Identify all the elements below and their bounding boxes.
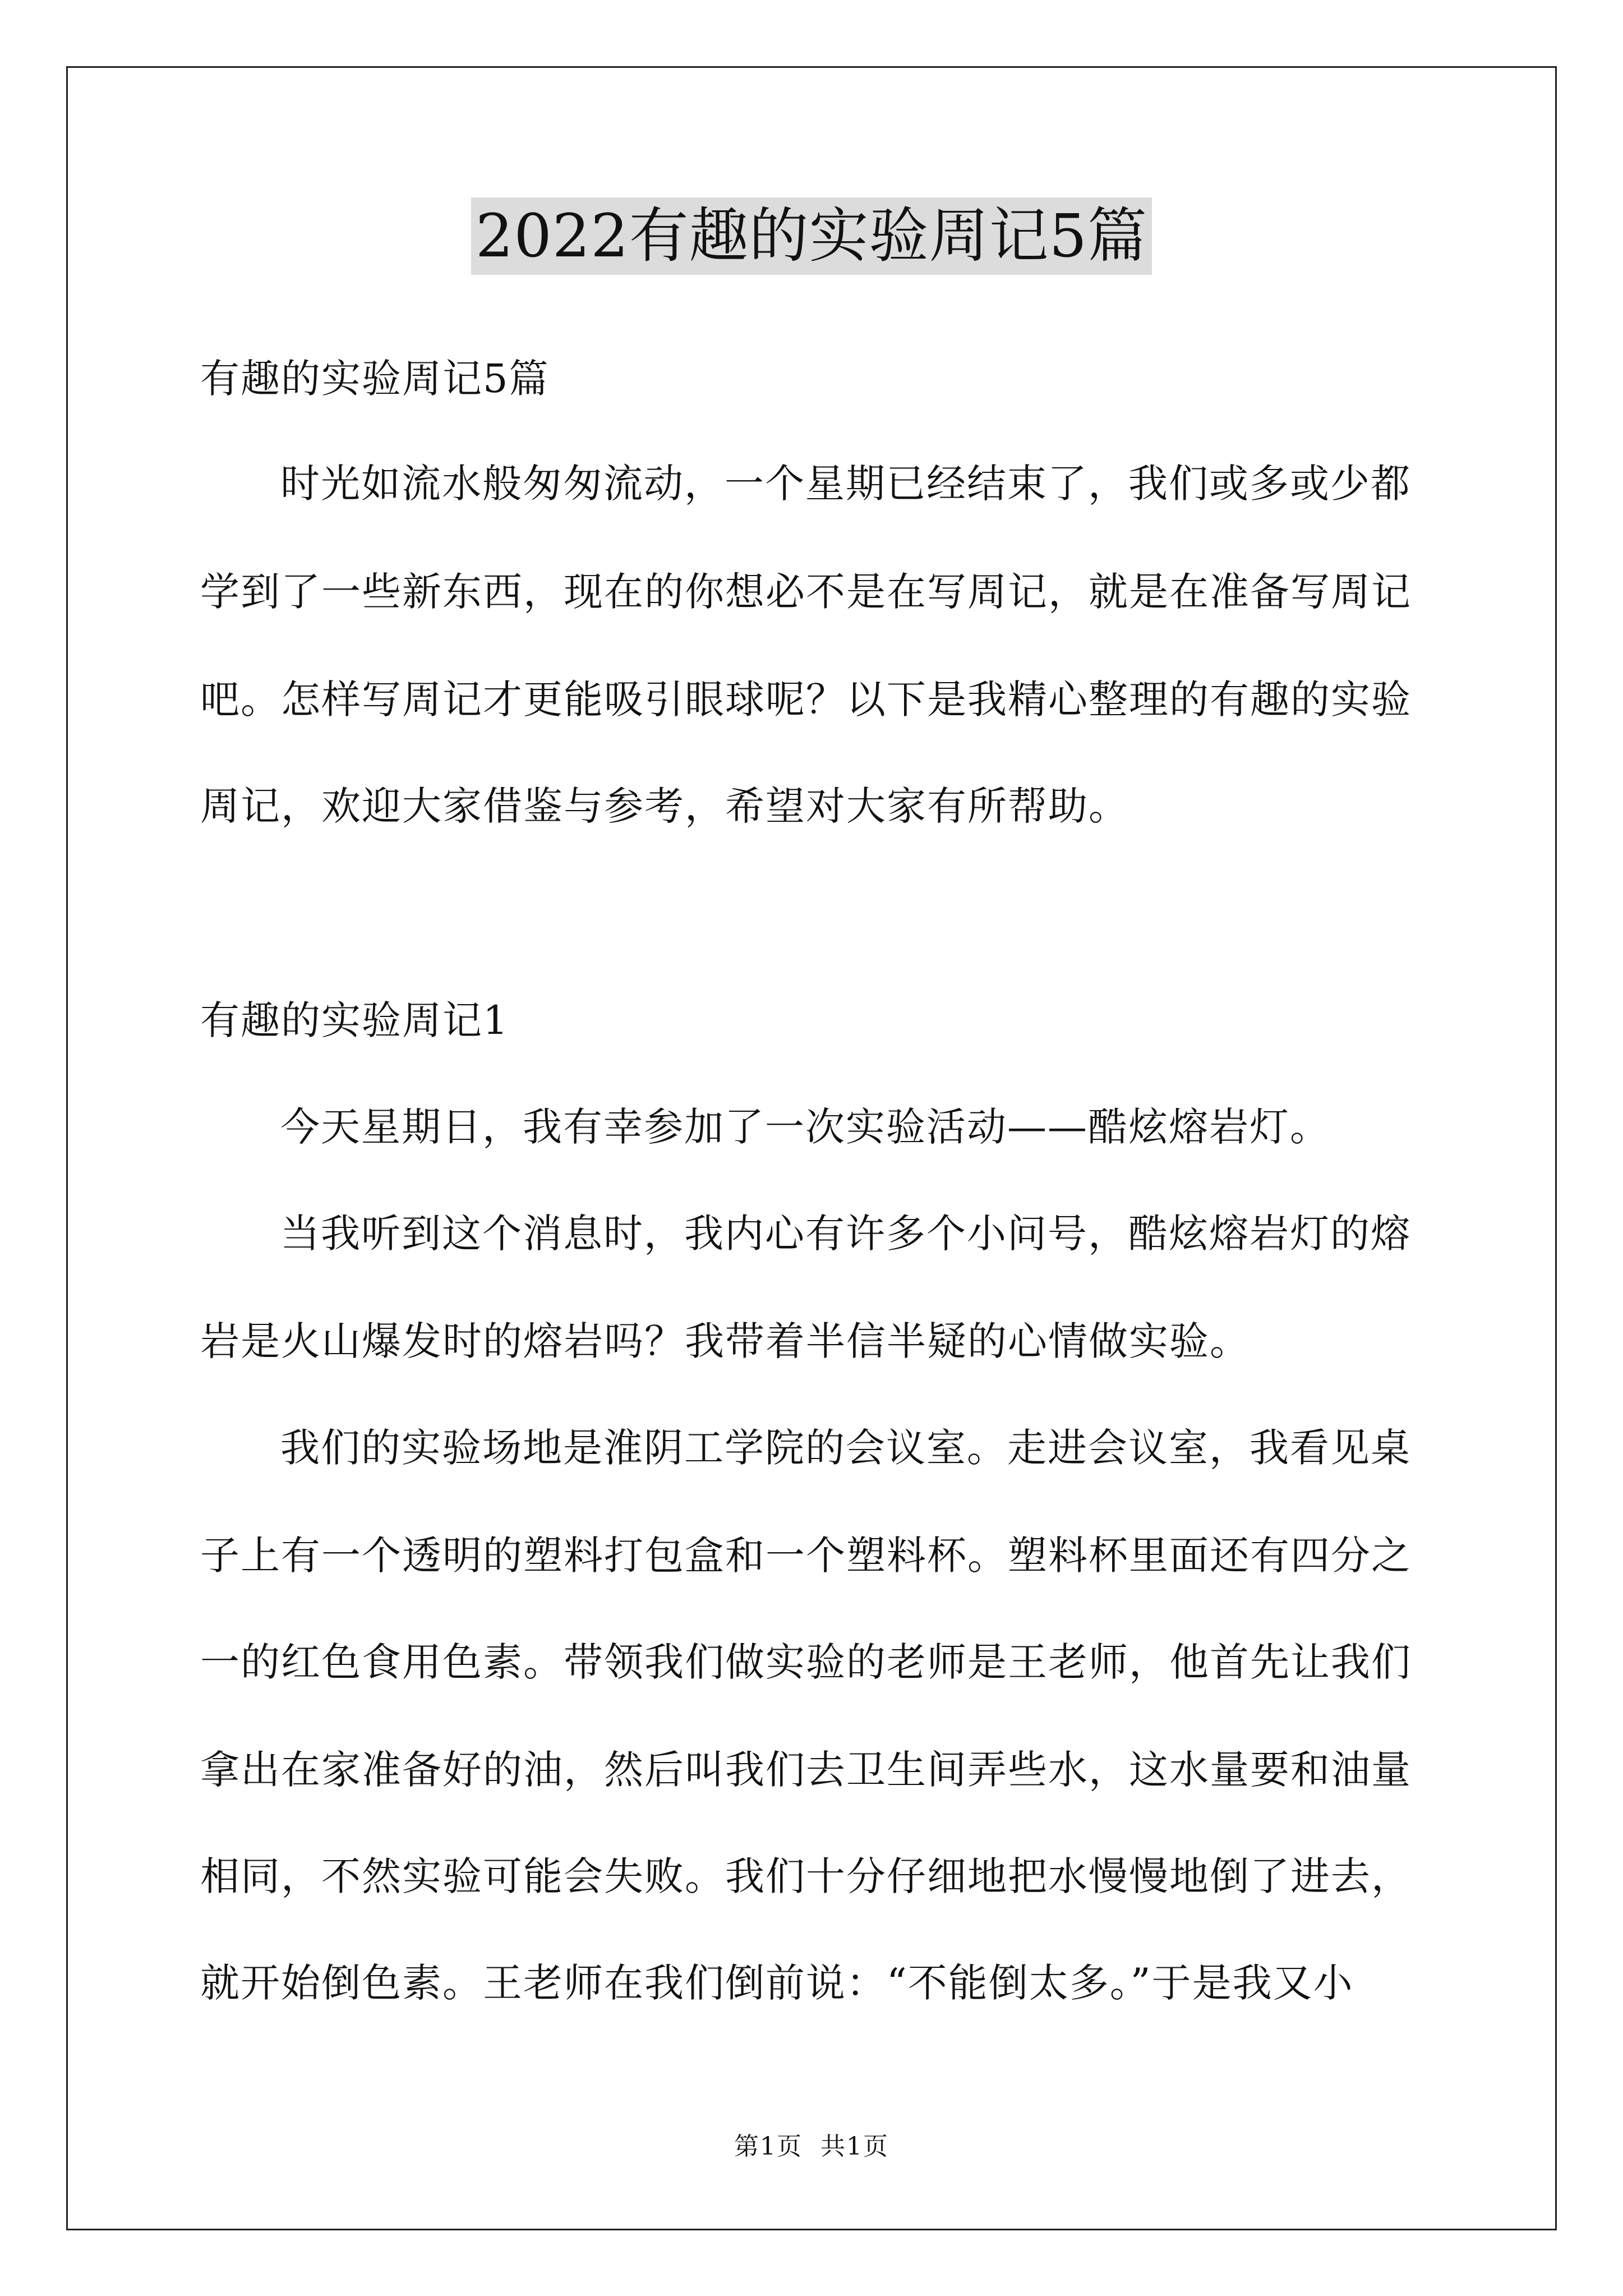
intro-heading: 有趣的实验周记5篇	[200, 356, 550, 402]
page-footer	[0, 2130, 1623, 2164]
intro-paragraph-line: 学到了一些新东西，现在的你想必不是在写周记，就是在准备写周记	[200, 569, 1412, 615]
page-number: 第1页	[734, 2132, 803, 2161]
page-total: 共1页	[820, 2132, 889, 2161]
paragraph-line: 今天星期日，我有幸参加了一次实验活动——酷炫熔岩灯。	[280, 1104, 1330, 1150]
paragraph-line: 我们的实验场地是淮阴工学院的会议室。走进会议室，我看见桌	[280, 1425, 1411, 1471]
intro-paragraph-line: 周记，欢迎大家借鉴与参考，希望对大家有所帮助。	[200, 783, 1129, 829]
intro-paragraph-line: 时光如流水般匆匆流动，一个星期已经结束了，我们或多或少都	[280, 461, 1411, 507]
paragraph-line: 相同，不然实验可能会失败。我们十分仔细地把水慢慢地倒了进去，	[200, 1853, 1412, 1899]
paragraph-line: 就开始倒色素。王老师在我们倒前说：“不能倒太多。”于是我又小	[200, 1960, 1354, 2006]
intro-paragraph-line: 吧。怎样写周记才更能吸引眼球呢？以下是我精心整理的有趣的实验	[200, 677, 1412, 723]
paragraph-line: 一的红色食用色素。带领我们做实验的老师是王老师，他首先让我们	[200, 1639, 1412, 1685]
paragraph-line: 子上有一个透明的塑料打包盒和一个塑料杯。塑料杯里面还有四分之	[200, 1533, 1412, 1579]
paragraph-line: 拿出在家准备好的油，然后叫我们去卫生间弄些水，这水量要和油量	[200, 1747, 1412, 1793]
title-wrap	[0, 197, 1623, 275]
paragraph-line: 岩是火山爆发时的熔岩吗？我带着半信半疑的心情做实验。	[200, 1318, 1250, 1364]
paragraph-line: 当我听到这个消息时，我内心有许多个小问号，酷炫熔岩灯的熔	[280, 1211, 1411, 1257]
section-heading: 有趣的实验周记1	[200, 997, 509, 1043]
document-title: 2022有趣的实验周记5篇	[471, 197, 1152, 275]
